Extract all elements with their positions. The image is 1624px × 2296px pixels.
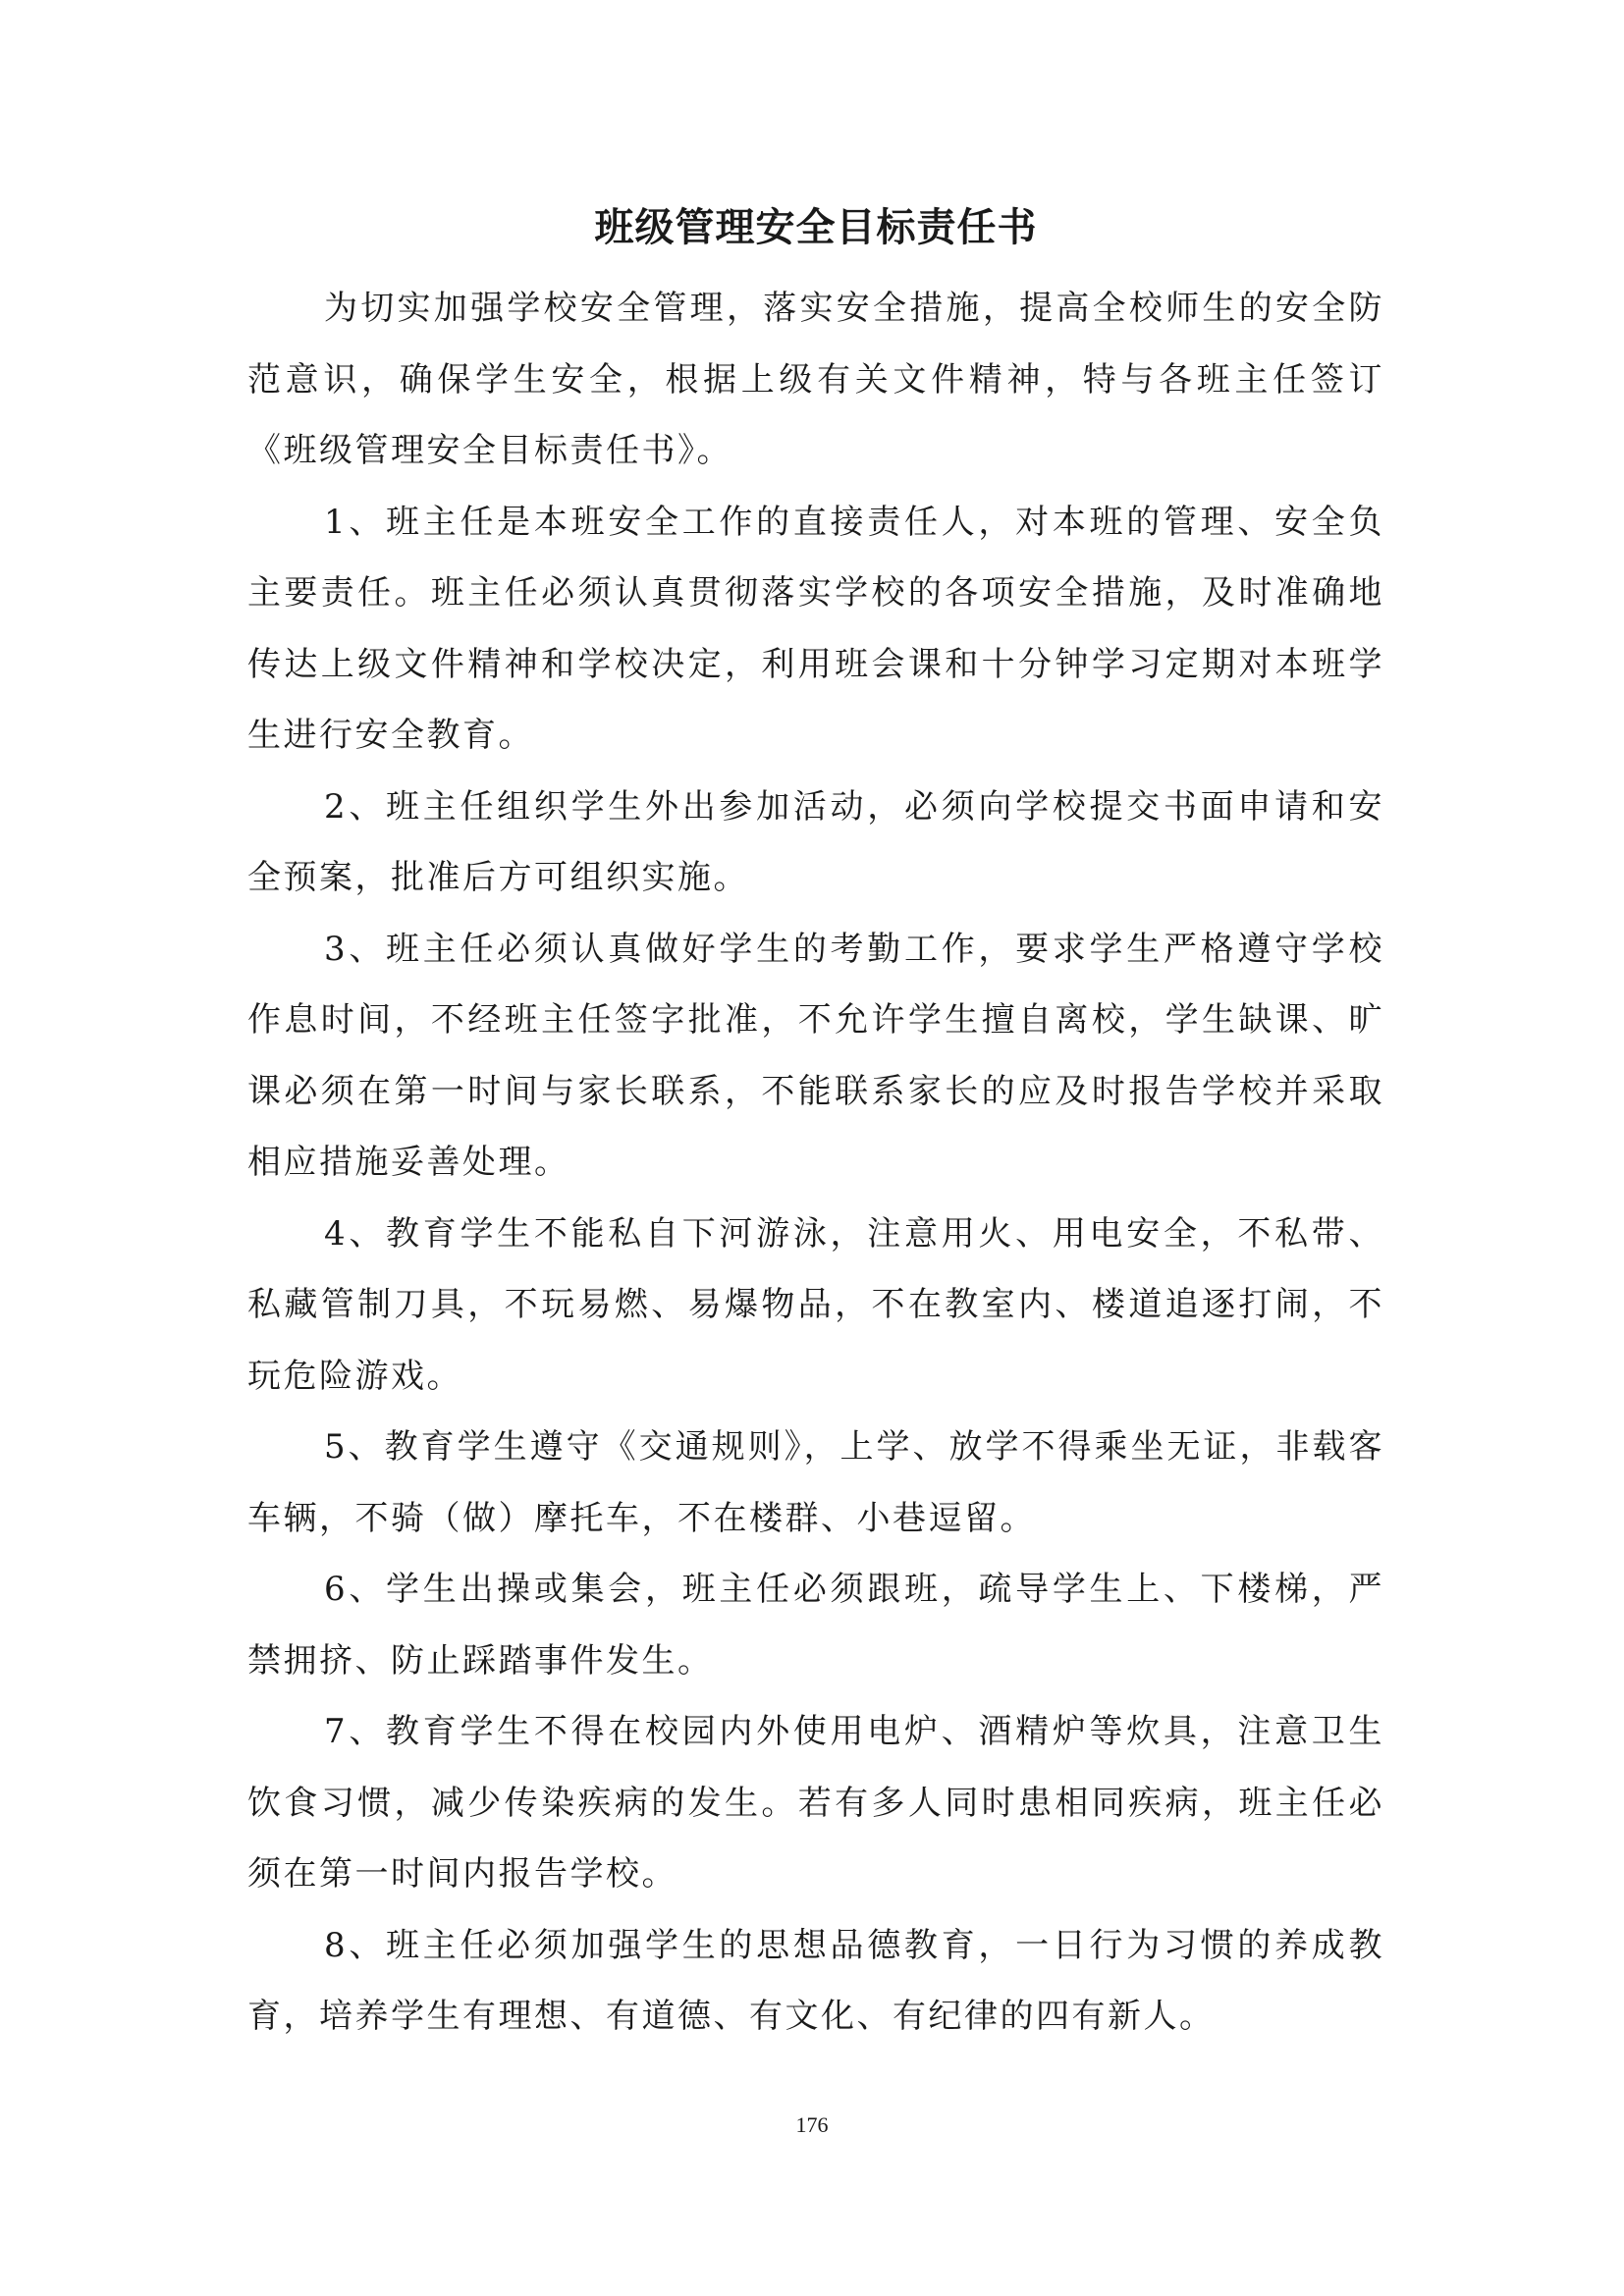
document-title: 班级管理安全目标责任书: [594, 205, 1038, 250]
clause-3: 3、班主任必须认真做好学生的考勤工作，要求学生严格遵守学校作息时间，不经班主任签字批准，不允许学生擅自离校，学生缺课、旷课必须在第一时间与家长联系，不能联系家长的应及时报告学校并采取相应措施妥善处理。: [247, 929, 1384, 1182]
clause-7: 7、教育学生不得在校园内外使用电炉、酒精炉等炊具，注意卫生饮食习惯，减少传染疾病的发生。若有多人同时患相同疾病，班主任必须在第一时间内报告学校。: [247, 1712, 1384, 1894]
clause-6: 6、学生出操或集会，班主任必须跟班，疏导学生上、下楼梯，严禁拥挤、防止踩踏事件发生。: [247, 1570, 1384, 1681]
page-number: 176: [795, 2112, 829, 2137]
document-page: [247, 196, 1384, 2053]
clause-1: 1、班主任是本班安全工作的直接责任人，对本班的管理、安全负主要责任。班主任必须认真贯彻落实学校的各项安全措施，及时准确地传达上级文件精神和学校决定，利用班会课和十分钟学习定期对本班学生进行安全教育。: [247, 502, 1384, 755]
intro-paragraph: 为切实加强学校安全管理，落实安全措施，提高全校师生的安全防范意识，确保学生安全，根据上级有关文件精神，特与各班主任签订《班级管理安全目标责任书》。: [247, 289, 1384, 470]
clause-4: 4、教育学生不能私自下河游泳，注意用火、用电安全，不私带、私藏管制刀具，不玩易燃、易爆物品，不在教室内、楼道追逐打闹，不玩危险游戏。: [247, 1213, 1384, 1396]
clause-2: 2、班主任组织学生外出参加活动，必须向学校提交书面申请和安全预案，批准后方可组织实施。: [247, 786, 1384, 897]
clause-5: 5、教育学生遵守《交通规则》，上学、放学不得乘坐无证，非载客车辆，不骑（做）摩托车，不在楼群、小巷逗留。: [247, 1427, 1384, 1538]
clause-8: 8、班主任必须加强学生的思想品德教育，一日行为习惯的养成教育，培养学生有理想、有道德、有文化、有纪律的四有新人。: [247, 1925, 1384, 2036]
